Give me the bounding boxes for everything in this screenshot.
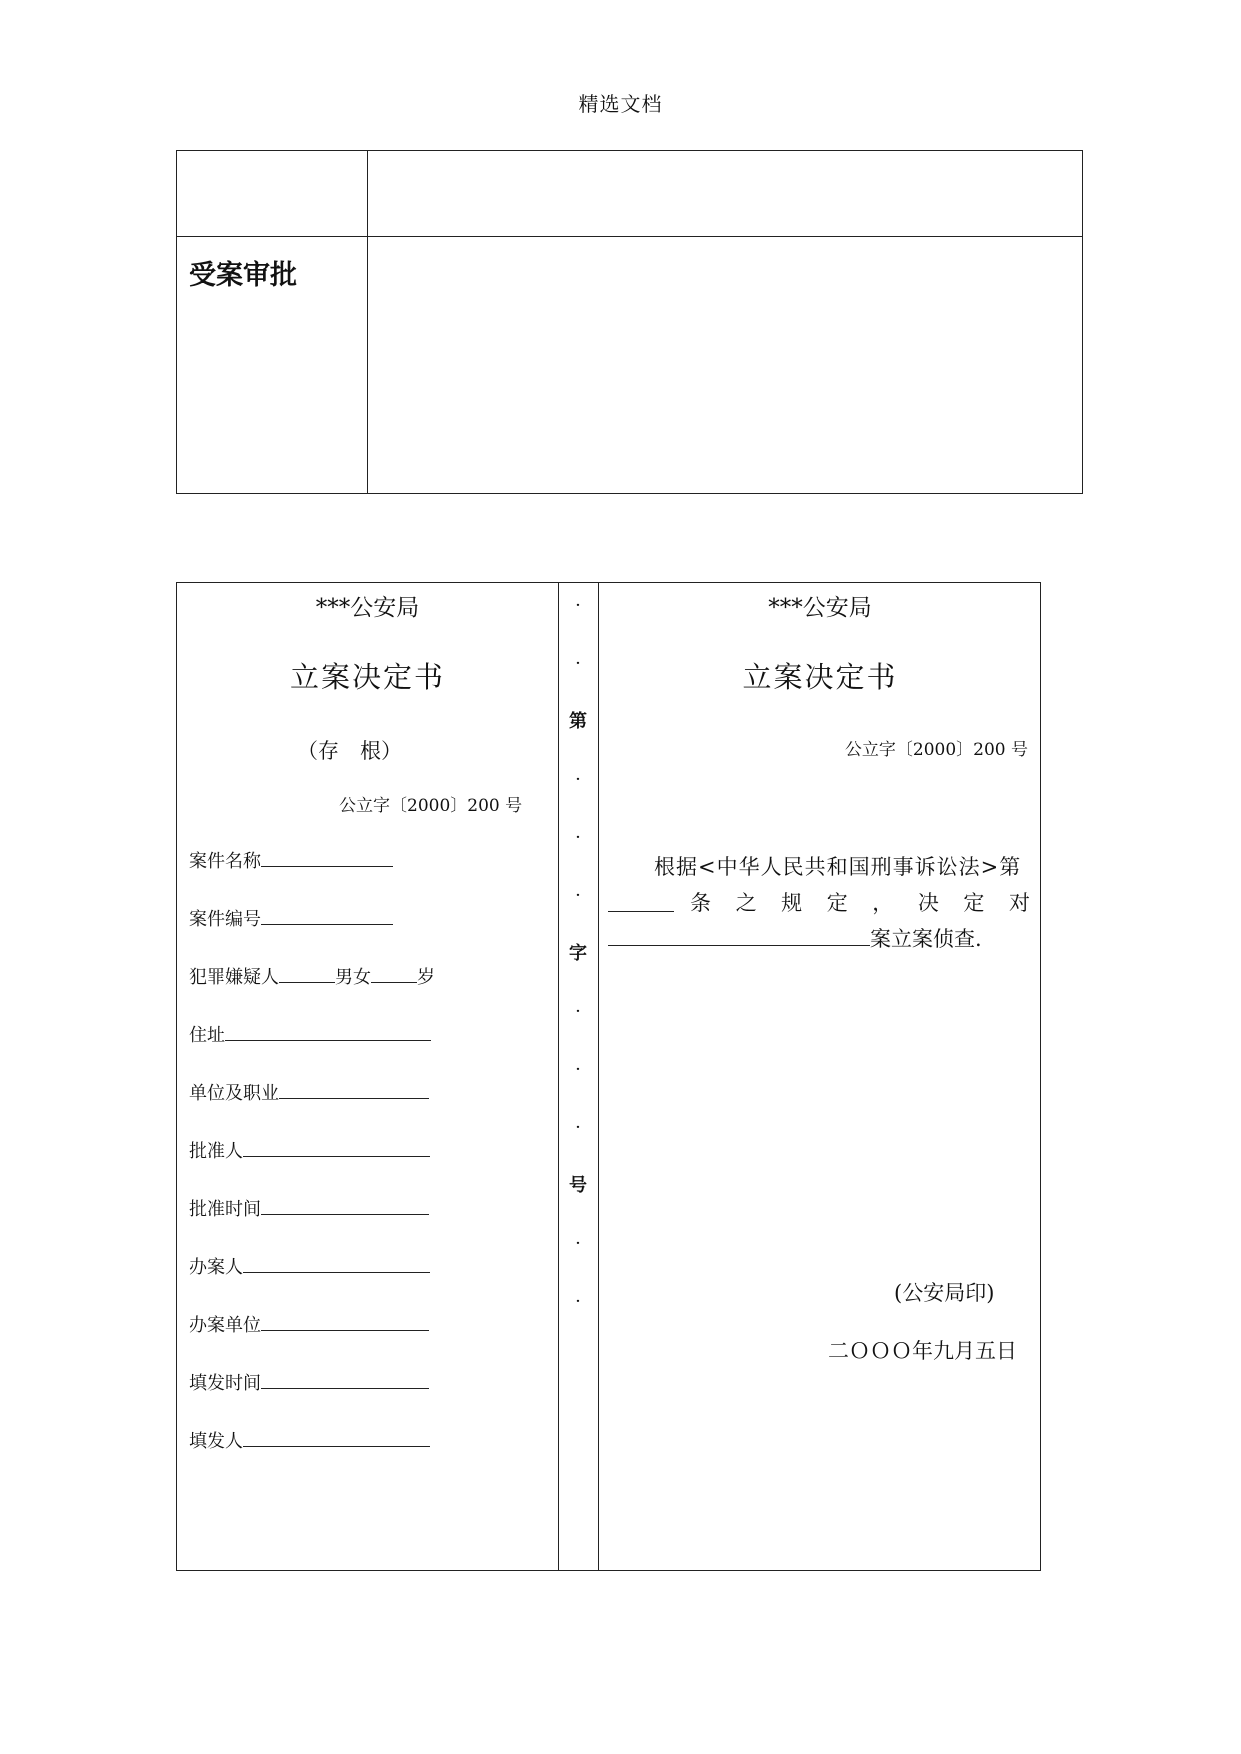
notice-section — [598, 583, 1042, 1570]
case-name-blank[interactable] — [608, 927, 870, 946]
fill-blank[interactable] — [279, 1080, 429, 1099]
filing-decision-form — [176, 582, 1041, 1571]
table-divider-vertical — [367, 151, 368, 493]
stub-section — [177, 583, 558, 1570]
dot-mark: · — [575, 595, 581, 616]
field-suspect — [189, 963, 435, 989]
stamp-hao: 号 — [569, 1175, 587, 1196]
field-employer-occupation — [189, 1079, 429, 1105]
gender-label: 男女 — [335, 967, 371, 988]
field-case-number — [189, 905, 393, 931]
fill-blank[interactable] — [261, 906, 393, 925]
dot-mark: · — [575, 653, 581, 674]
fill-blank[interactable] — [261, 1312, 429, 1331]
fill-blank[interactable] — [261, 848, 393, 867]
notice-body-line-3-tail: 案立案侦查. — [870, 927, 982, 951]
notice-document-number: 公立字〔2000〕200 号 — [844, 740, 1028, 760]
stamp-zi: 字 — [569, 943, 587, 964]
field-handling-unit — [189, 1311, 429, 1337]
approval-label: 受案审批 — [189, 260, 297, 291]
field-label: 案件编号 — [189, 909, 261, 930]
field-label: 办案人 — [189, 1257, 243, 1278]
article-number-blank[interactable] — [608, 893, 674, 912]
dot-mark: · — [575, 1291, 581, 1312]
field-approver — [189, 1137, 430, 1163]
field-approval-time — [189, 1195, 429, 1221]
field-label: 犯罪嫌疑人 — [189, 967, 279, 988]
field-case-officer — [189, 1253, 430, 1279]
stub-document-title: 立案决定书 — [289, 660, 445, 694]
fill-blank[interactable] — [243, 1428, 430, 1447]
stub-office-name: ***公安局 — [315, 595, 420, 621]
stamp-di: 第 — [569, 711, 587, 732]
notice-body-line-2 — [608, 887, 1030, 917]
page-header-title: 精选文档 — [578, 92, 663, 116]
field-label: 填发人 — [189, 1431, 243, 1452]
serial-stamp-column — [558, 583, 598, 1570]
fill-blank[interactable] — [243, 1138, 430, 1157]
field-label: 住址 — [189, 1025, 225, 1046]
fill-blank[interactable] — [243, 1254, 430, 1273]
dot-mark: · — [575, 1233, 581, 1254]
fill-blank[interactable] — [261, 1196, 429, 1215]
notice-body-line-1: 根据<中华人民共和国刑事诉讼法>第 — [654, 855, 1022, 879]
stub-document-number: 公立字〔2000〕200 号 — [339, 796, 523, 816]
dot-mark: · — [575, 1001, 581, 1022]
table-divider-horizontal — [177, 236, 1082, 237]
age-label: 岁 — [417, 967, 435, 988]
field-label: 案件名称 — [189, 851, 261, 872]
fill-blank[interactable] — [261, 1370, 429, 1389]
field-case-name — [189, 847, 393, 873]
notice-document-title: 立案决定书 — [742, 660, 898, 694]
field-label: 批准人 — [189, 1141, 243, 1162]
notice-body-line-3 — [608, 923, 982, 953]
fill-blank[interactable] — [371, 964, 417, 983]
field-label: 填发时间 — [189, 1373, 261, 1394]
dot-mark: · — [575, 827, 581, 848]
dot-mark: · — [575, 885, 581, 906]
issue-date: 二ＯＯＯ年九月五日 — [828, 1339, 1017, 1363]
field-issue-time — [189, 1369, 429, 1395]
notice-office-name: ***公安局 — [768, 595, 872, 621]
notice-body-line-2-text: 条 之 规 定 ， 决 定 对 — [690, 891, 1030, 915]
field-label: 单位及职业 — [189, 1083, 279, 1104]
fill-blank[interactable] — [225, 1022, 431, 1041]
field-address — [189, 1021, 431, 1047]
dot-mark: · — [575, 769, 581, 790]
field-label: 办案单位 — [189, 1315, 261, 1336]
field-issuer — [189, 1427, 430, 1453]
field-label: 批准时间 — [189, 1199, 261, 1220]
stub-label: （存 根） — [297, 739, 402, 763]
fill-blank[interactable] — [279, 964, 335, 983]
approval-table — [176, 150, 1083, 494]
dot-mark: · — [575, 1117, 581, 1138]
police-seal-label: (公安局印) — [894, 1281, 995, 1305]
dot-mark: · — [575, 1059, 581, 1080]
